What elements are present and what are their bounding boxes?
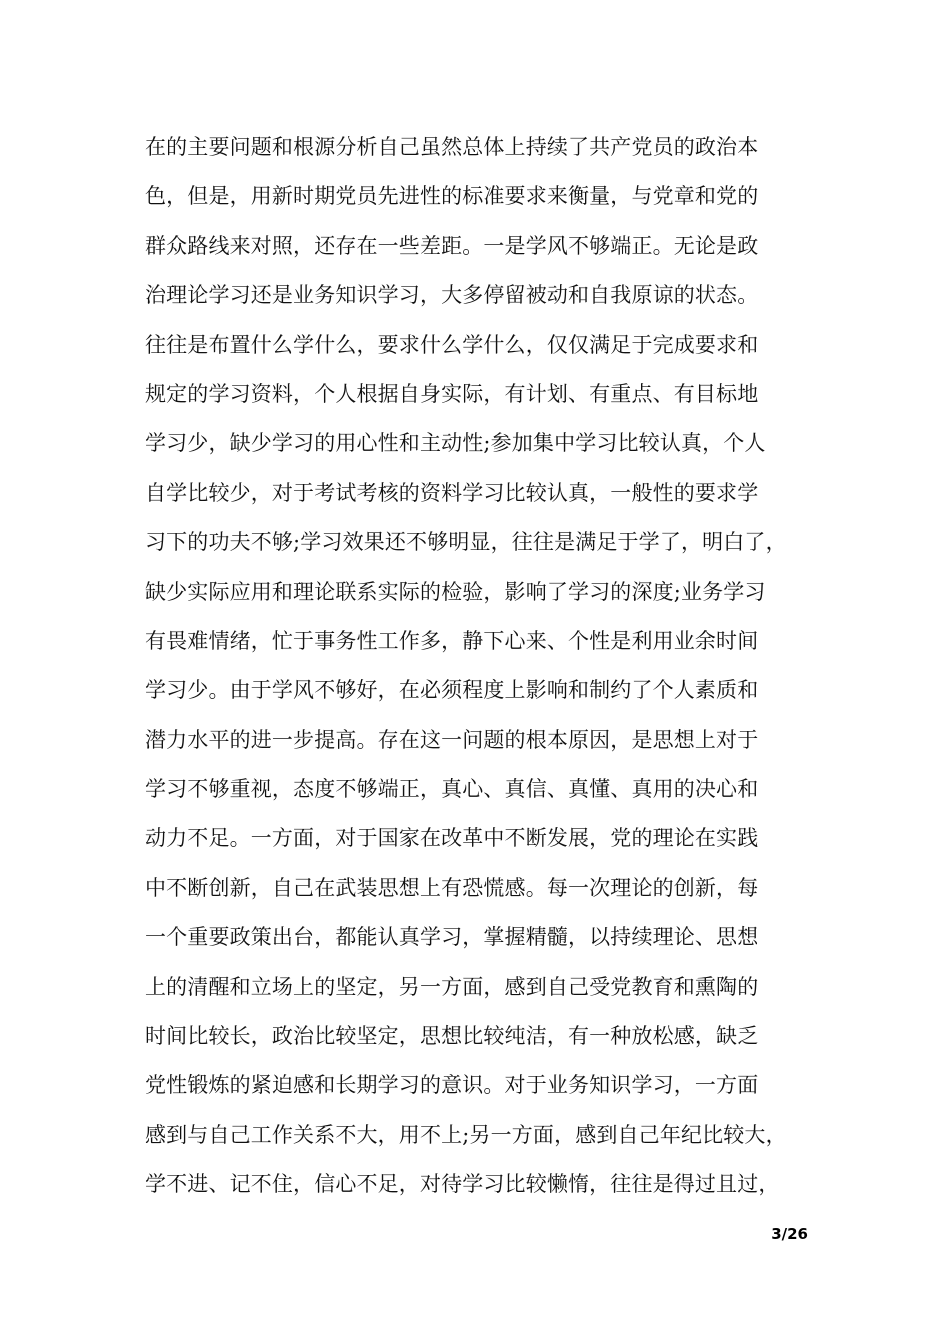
text-line: 动力不足。一方面，对于国家在改革中不断发展，党的理论在实践 — [145, 826, 759, 851]
text-line: 有畏难情绪，忙于事务性工作多，静下心来、个性是利用业余时间 — [145, 628, 759, 653]
text-line: 上的清醒和立场上的坚定，另一方面，感到自己受党教育和熏陶的 — [145, 974, 759, 999]
body-text — [145, 123, 815, 1210]
text-line: 学不进、记不住，信心不足，对待学习比较懒惰，往往是得过且过， — [145, 1172, 780, 1197]
text-line: 治理论学习还是业务知识学习，大多停留被动和自我原谅的状态。 — [145, 283, 759, 308]
text-line: 自学比较少，对于考试考核的资料学习比较认真，一般性的要求学 — [145, 480, 759, 505]
text-line: 感到与自己工作关系不大，用不上;另一方面，感到自己年纪比较大， — [145, 1122, 787, 1147]
text-line: 学习少，缺少学习的用心性和主动性;参加集中学习比较认真，个人 — [145, 431, 766, 456]
text-line: 潜力水平的进一步提高。存在这一问题的根本原因，是思想上对于 — [145, 727, 759, 752]
text-line: 党性锻炼的紧迫感和长期学习的意识。对于业务知识学习，一方面 — [145, 1073, 759, 1098]
text-line: 色，但是，用新时期党员先进性的标准要求来衡量，与党章和党的 — [145, 184, 759, 209]
text-line: 群众路线来对照，还存在一些差距。一是学风不够端正。无论是政 — [145, 233, 759, 258]
text-line: 在的主要问题和根源分析自己虽然总体上持续了共产党员的政治本 — [145, 135, 759, 159]
text-line: 中不断创新，自己在武装思想上有恐慌感。每一次理论的创新，每 — [145, 875, 759, 900]
page-number: 3/26 — [771, 1225, 808, 1243]
text-line: 学习不够重视，态度不够端正，真心、真信、真懂、真用的决心和 — [145, 777, 759, 802]
text-line: 规定的学习资料，个人根据自身实际，有计划、有重点、有目标地 — [145, 381, 759, 406]
text-line: 往往是布置什么学什么，要求什么学什么，仅仅满足于完成要求和 — [145, 332, 759, 357]
text-line: 学习少。由于学风不够好，在必须程度上影响和制约了个人素质和 — [145, 678, 759, 703]
text-line: 习下的功夫不够;学习效果还不够明显，往往是满足于学了，明白了， — [145, 530, 787, 555]
text-line: 一个重要政策出台，都能认真学习，掌握精髓，以持续理论、思想 — [145, 925, 759, 950]
text-line: 时间比较长，政治比较坚定，思想比较纯洁，有一种放松感，缺乏 — [145, 1024, 759, 1049]
text-line: 缺少实际应用和理论联系实际的检验，影响了学习的深度;业务学习 — [145, 579, 766, 604]
